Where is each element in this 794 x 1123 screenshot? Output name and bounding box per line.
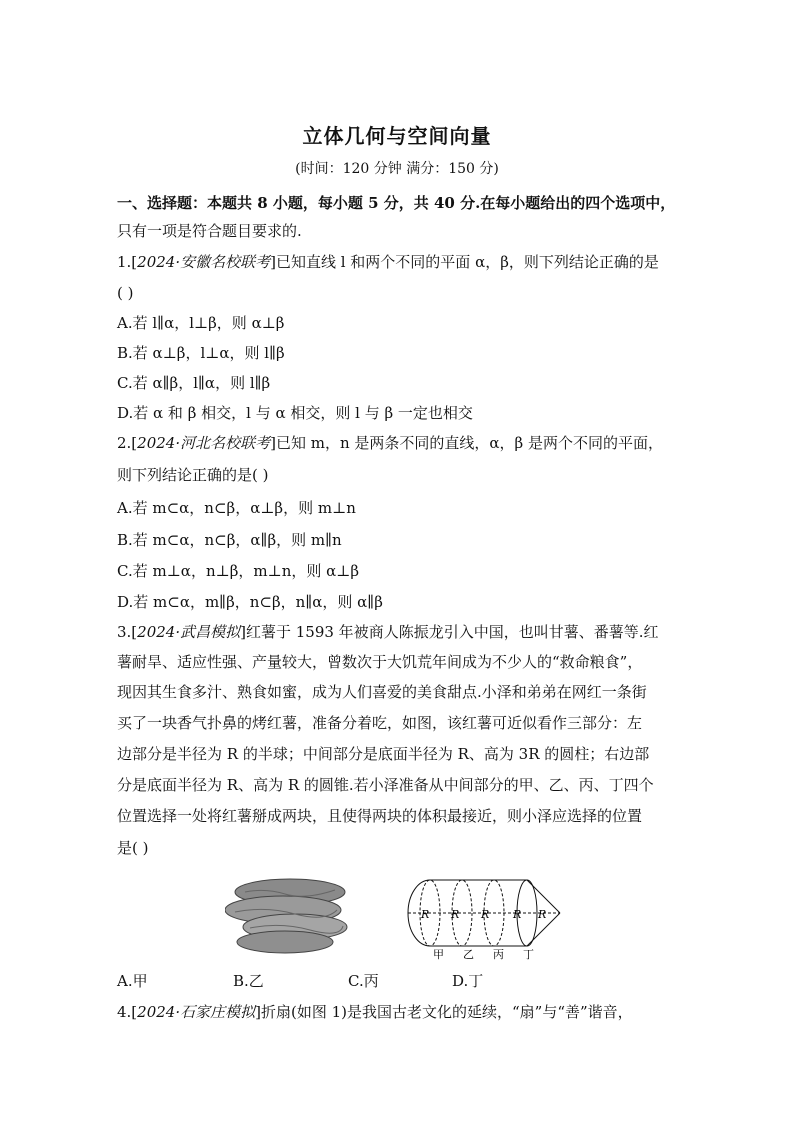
q3-option-a[interactable]: A.甲 <box>117 972 148 990</box>
q3-option-c[interactable]: C.丙 <box>348 972 379 990</box>
q4-line-1-text: ]折扇(如图 1)是我国古老文化的延续，“扇”与“善”谐音， <box>255 1003 633 1021</box>
q3-line-6: 分是底面半径为 R、高为 R 的圆锥.若小泽准备从中间部分的甲、乙、丙、丁四个 <box>117 776 654 794</box>
section-heading <box>117 193 675 213</box>
fig-label-r-4: R <box>513 908 522 921</box>
q1-option-d[interactable]: D.若 α 和 β 相交，l 与 α 相交，则 l 与 β 一定也相交 <box>117 404 473 422</box>
q3-num: 3.[ <box>117 623 138 641</box>
q3-line-2: 薯耐旱、适应性强、产量较大，曾数次于大饥荒年间成为不少人的“救命粮食”， <box>117 653 643 671</box>
fig-label-r-2: R <box>451 908 460 921</box>
page-title: 立体几何与空间向量 <box>302 124 492 148</box>
q4-num: 4.[ <box>117 1003 138 1021</box>
q2-option-b[interactable]: B.若 m⊂α，n⊂β，α∥β，则 m∥n <box>117 531 342 549</box>
sweet-potato-image <box>225 879 347 953</box>
q1-num: 1.[ <box>117 253 138 271</box>
section-heading-2: 只有一项是符合题目要求的. <box>117 222 302 240</box>
fig-label-r-1: R <box>421 908 430 921</box>
q2-stem-text: ]已知 m，n 是两条不同的直线，α，β 是两个不同的平面， <box>270 434 663 452</box>
q3-figure-svg <box>225 870 575 960</box>
q2-stem-2: 则下列结论正确的是( ) <box>117 466 269 484</box>
section-heading-text: 一、选择题：本题共 8 小题，每小题 5 分，共 40 分.在每小题给出的四个选项中， <box>117 194 676 212</box>
q3-option-d[interactable]: D.丁 <box>452 972 484 990</box>
q2-source: 2024·河北名校联考 <box>137 434 271 452</box>
q3-line-7: 位置选择一处将红薯掰成两块，且使得两块的体积最接近，则小泽应选择的位置 <box>117 807 643 825</box>
position-label-3: 丙 <box>493 948 504 960</box>
q3-line-1-text: ]红薯于 1593 年被商人陈振龙引入中国，也叫甘薯、番薯等.红 <box>240 623 659 641</box>
position-label-1: 甲 <box>433 948 444 960</box>
position-label-2: 乙 <box>463 948 474 960</box>
page-subtitle: (时间：120 分钟 满分：150 分) <box>295 161 499 177</box>
q3-source: 2024·武昌模拟 <box>137 623 241 641</box>
q3-line-4: 买了一块香气扑鼻的烤红薯，准备分着吃，如图，该红薯可近似看作三部分：左 <box>117 714 643 732</box>
q2-option-a[interactable]: A.若 m⊂α，n⊂β，α⊥β，则 m⊥n <box>117 499 356 517</box>
q3-line-1 <box>117 622 658 642</box>
q3-option-b[interactable]: B.乙 <box>233 972 264 990</box>
q1-stem-text: ]已知直线 l 和两个不同的平面 α，β，则下列结论正确的是 <box>270 253 659 271</box>
fig-label-r-3: R <box>481 908 490 921</box>
q3-line-8: 是( ) <box>117 839 149 857</box>
q1-option-b[interactable]: B.若 α⊥β，l⊥α，则 l∥β <box>117 344 285 362</box>
position-label-4: 丁 <box>523 948 534 960</box>
q4-line-1 <box>117 1002 633 1022</box>
q1-option-a[interactable]: A.若 l∥α，l⊥β，则 α⊥β <box>117 314 285 332</box>
q2-option-c[interactable]: C.若 m⊥α，n⊥β，m⊥n，则 α⊥β <box>117 562 360 580</box>
q3-line-3: 现因其生食多汁、熟食如蜜，成为人们喜爱的美食甜点.小泽和弟弟在网红一条街 <box>117 683 647 701</box>
q1-option-c[interactable]: C.若 α∥β，l∥α，则 l∥β <box>117 374 271 392</box>
q2-stem <box>117 433 663 453</box>
q2-option-d[interactable]: D.若 m⊂α，m∥β，n⊂β，n∥α，则 α∥β <box>117 593 383 611</box>
q2-num: 2.[ <box>117 434 138 452</box>
q1-stem <box>117 252 659 272</box>
q1-source: 2024·安徽名校联考 <box>137 253 271 271</box>
q3-figures <box>225 870 575 960</box>
fig-label-r-5: R <box>538 908 547 921</box>
q4-source: 2024·石家庄模拟 <box>137 1003 256 1021</box>
q3-line-5: 边部分是半径为 R 的半球；中间部分是底面半径为 R、高为 3R 的圆柱；右边部 <box>117 745 650 763</box>
q1-paren: ( ) <box>117 284 134 302</box>
